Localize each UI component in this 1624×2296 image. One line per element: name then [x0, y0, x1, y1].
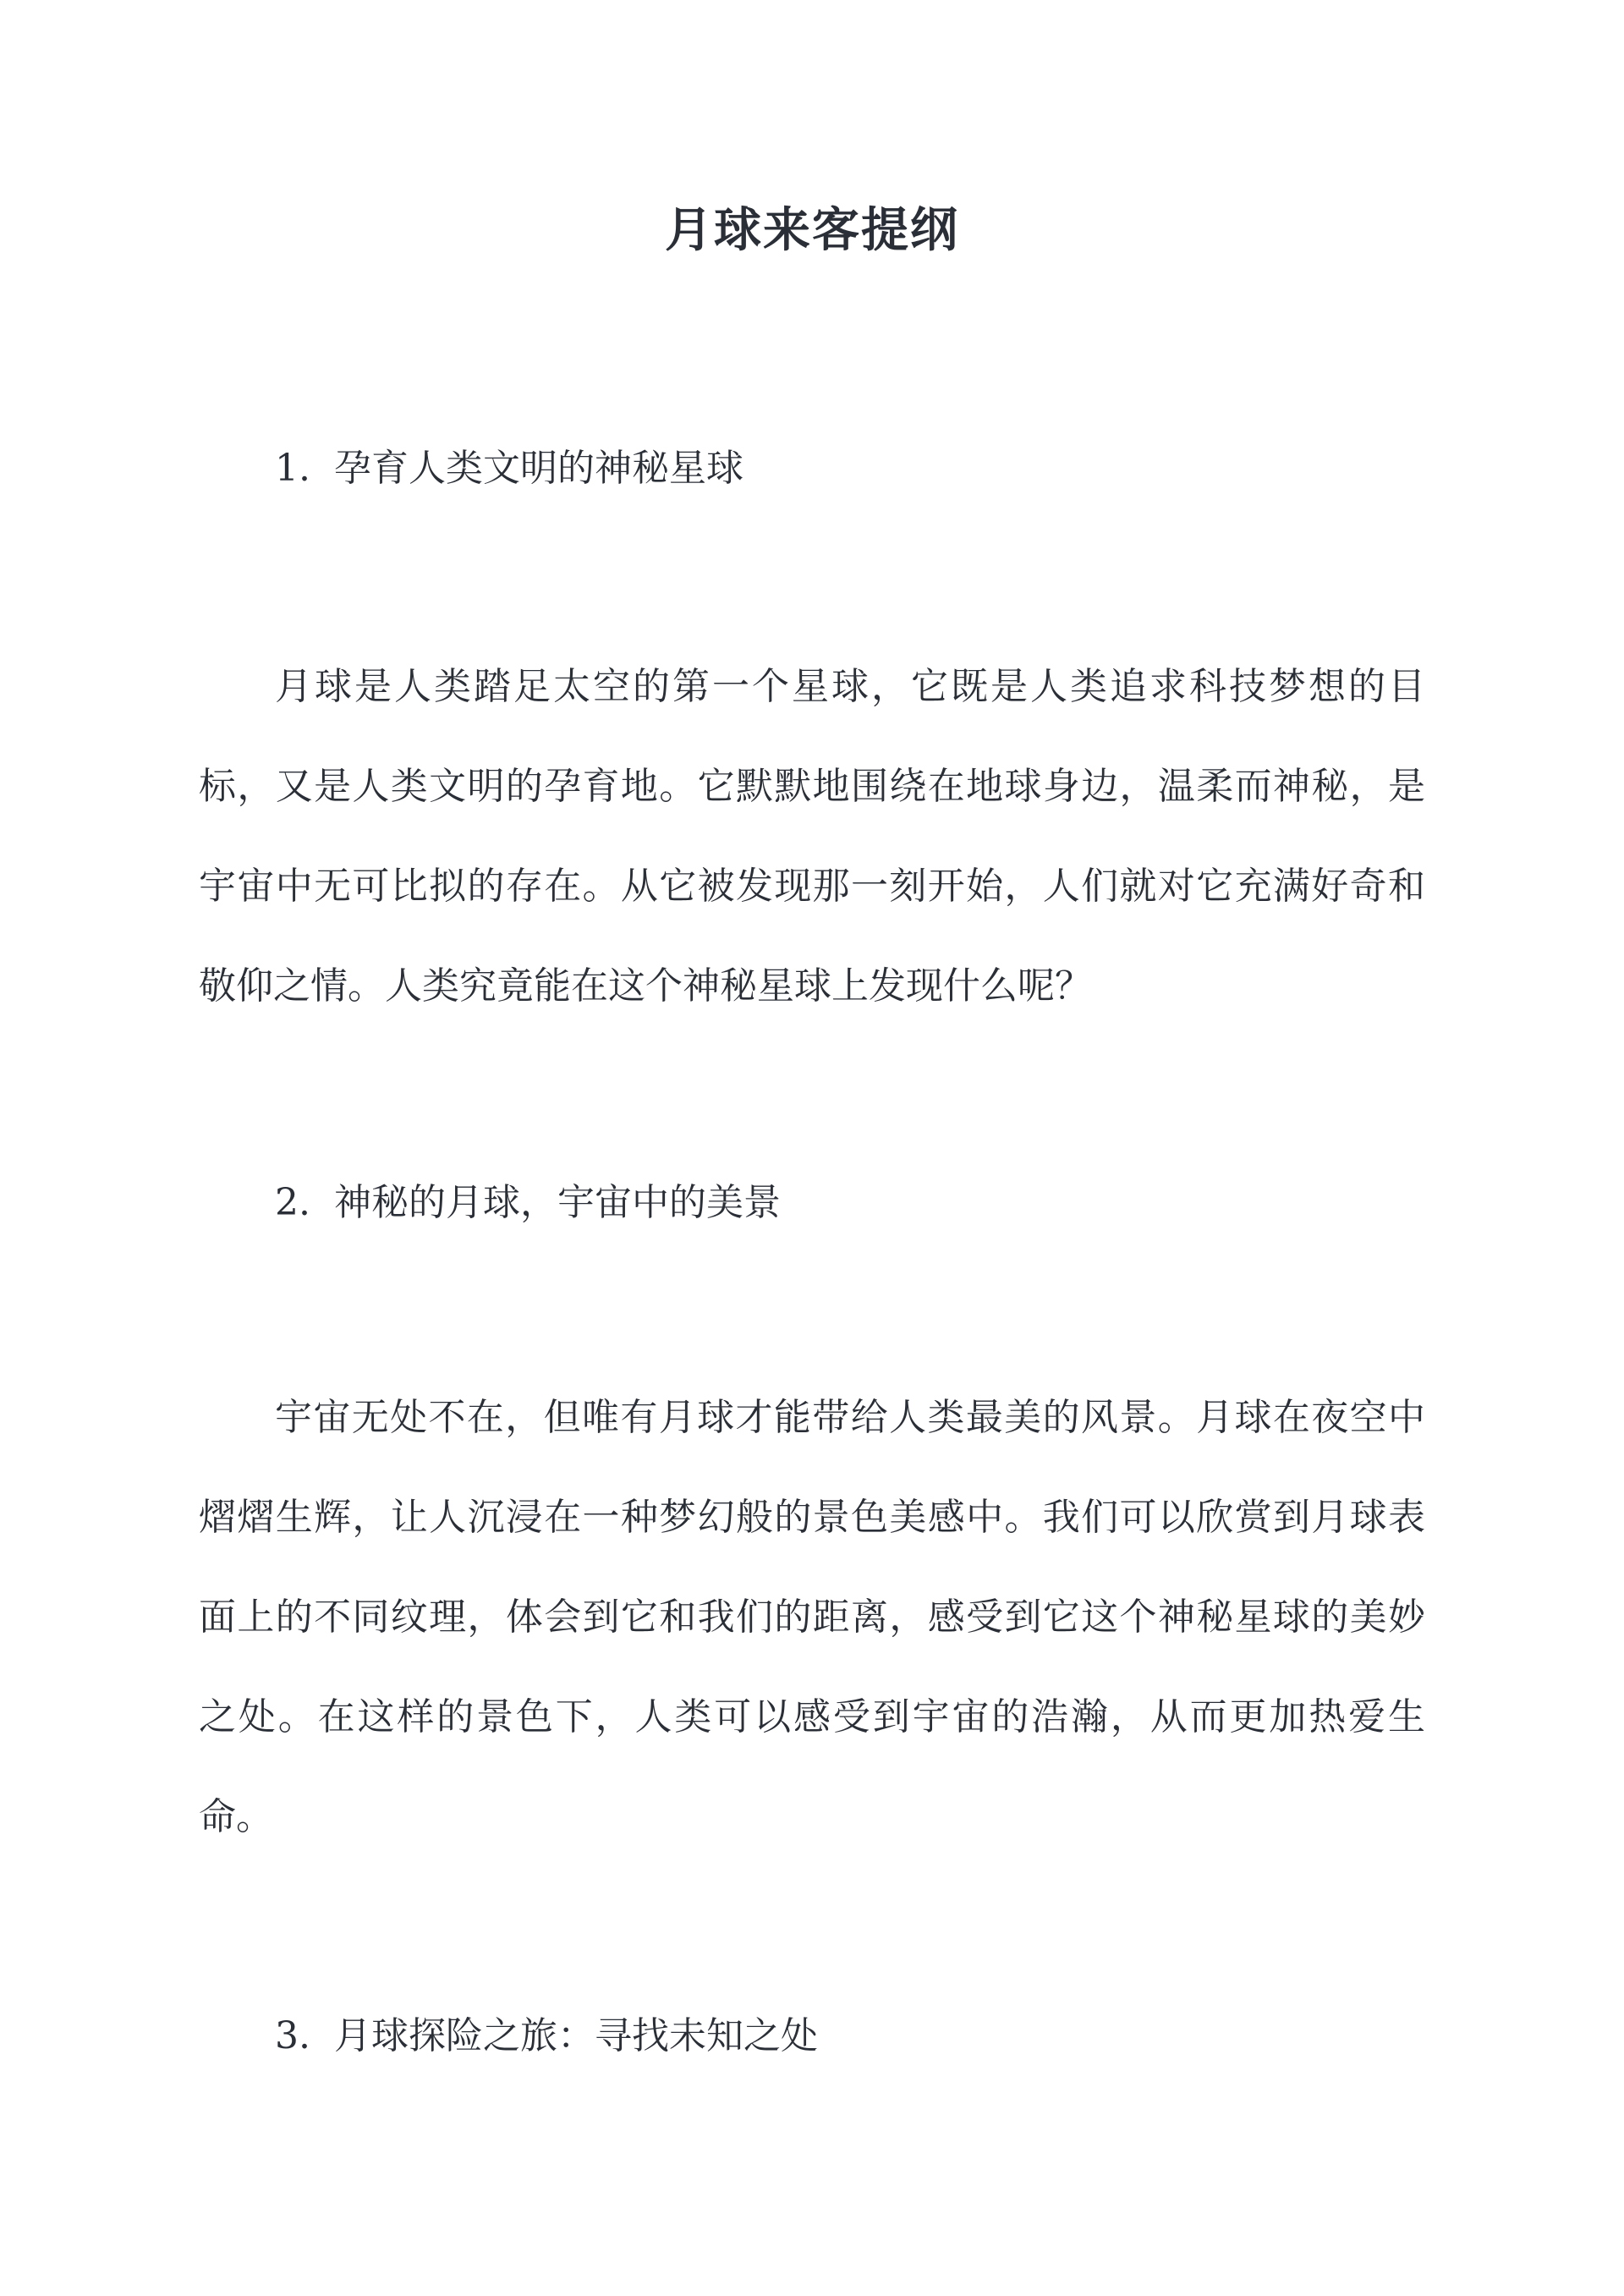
section-number-1: 1. — [275, 447, 310, 490]
section-body-2: 宇宙无处不在，但唯有月球才能带给人类最美的风景。月球在夜空中熠熠生辉，让人沉浸在一种梦幻般的景色美感中。我们可以欣赏到月球表面上的不同纹理，体会到它和我们的距离，感受到它这个神秘星球的美妙之处。在这样的景色下，人类可以感受到宇宙的浩瀚，从而更加热爱生命。 — [199, 1396, 1425, 1838]
section-heading-1 — [275, 442, 743, 496]
section-body-1: 月球是人类踏足太空的第一个星球，它既是人类追求科技梦想的目标，又是人类文明的孕育地。它默默地围绕在地球身边，温柔而神秘，是宇宙中无可比拟的存在。从它被发现那一刻开始，人们就对它充满好奇和敬仰之情。人类究竟能在这个神秘星球上发现什么呢？ — [199, 665, 1425, 1008]
section-heading-text-3: 月球探险之旅：寻找未知之处 — [334, 2014, 818, 2057]
section-heading-3 — [275, 2009, 818, 2063]
section-number-3: 3. — [275, 2014, 310, 2057]
document-title: 月球来客提纲 — [665, 202, 959, 258]
section-heading-text-1: 孕育人类文明的神秘星球 — [334, 447, 743, 490]
section-heading-text-2: 神秘的月球，宇宙中的美景 — [334, 1181, 781, 1224]
section-heading-2 — [275, 1176, 781, 1230]
section-number-2: 2. — [275, 1181, 310, 1224]
